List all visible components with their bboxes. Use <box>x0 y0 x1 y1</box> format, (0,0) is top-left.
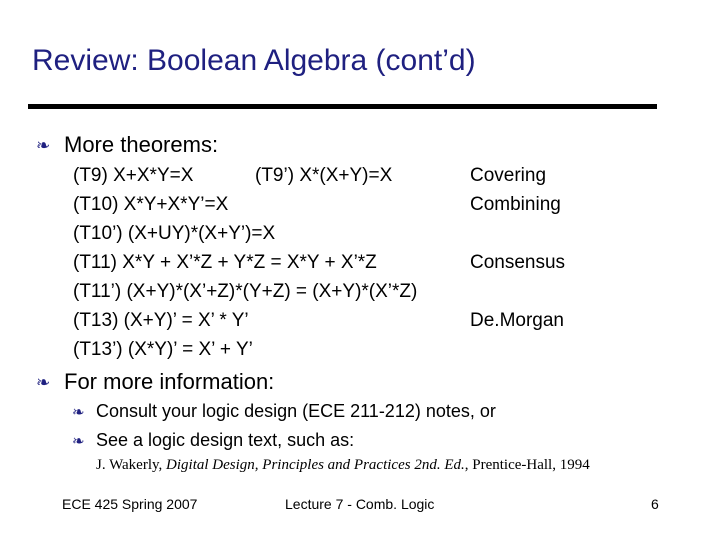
footer-lecture: Lecture 7 - Comb. Logic <box>285 496 435 512</box>
bullet-icon: ❧ <box>36 136 51 155</box>
bullet-icon: ❧ <box>36 373 51 392</box>
citation-publisher: , Prentice-Hall, 1994 <box>464 457 590 473</box>
subitem-logic-design-text: See a logic design text, such as: <box>96 430 355 450</box>
citation-title: Digital Design, Principles and Practices 2nd. Ed. <box>166 457 465 473</box>
sub-bullet-icon: ❧ <box>72 404 85 421</box>
theorem-name-consensus: Consensus <box>470 252 566 273</box>
bullet-more-theorems: More theorems: <box>64 132 219 157</box>
subitem-consult-notes: Consult your logic design (ECE 211-212) notes, or <box>96 401 496 421</box>
theorem-t10-prime: (T10’) (X+UY)*(X+Y’)=X <box>73 223 276 244</box>
footer-course: ECE 425 Spring 2007 <box>62 496 198 512</box>
citation <box>96 457 590 474</box>
theorem-t13: (T13) (X+Y)’ = X’ * Y’ <box>73 310 249 331</box>
theorem-t11: (T11) X*Y + X’*Z + Y*Z = X*Y + X’*Z <box>73 252 377 273</box>
bullet-more-information: For more information: <box>64 369 275 394</box>
theorem-name-demorgan: De.Morgan <box>470 310 564 331</box>
sub-bullet-icon: ❧ <box>72 433 85 450</box>
theorem-name-combining: Combining <box>470 194 561 215</box>
citation-author: J. Wakerly, <box>96 457 167 473</box>
footer-page-number: 6 <box>651 496 659 512</box>
slide-title: Review: Boolean Algebra (cont’d) <box>32 44 476 77</box>
theorem-name-covering: Covering <box>470 165 547 186</box>
title-divider <box>28 104 657 109</box>
theorem-t10: (T10) X*Y+X*Y’=X <box>73 194 229 215</box>
theorem-t11-prime: (T11’) (X+Y)*(X’+Z)*(Y+Z) = (X+Y)*(X’*Z) <box>73 281 418 302</box>
theorem-t9-prime: (T9’) X*(X+Y)=X <box>255 165 393 186</box>
theorem-t9: (T9) X+X*Y=X <box>73 165 194 186</box>
theorem-t13-prime: (T13’) (X*Y)’ = X’ + Y’ <box>73 339 253 360</box>
